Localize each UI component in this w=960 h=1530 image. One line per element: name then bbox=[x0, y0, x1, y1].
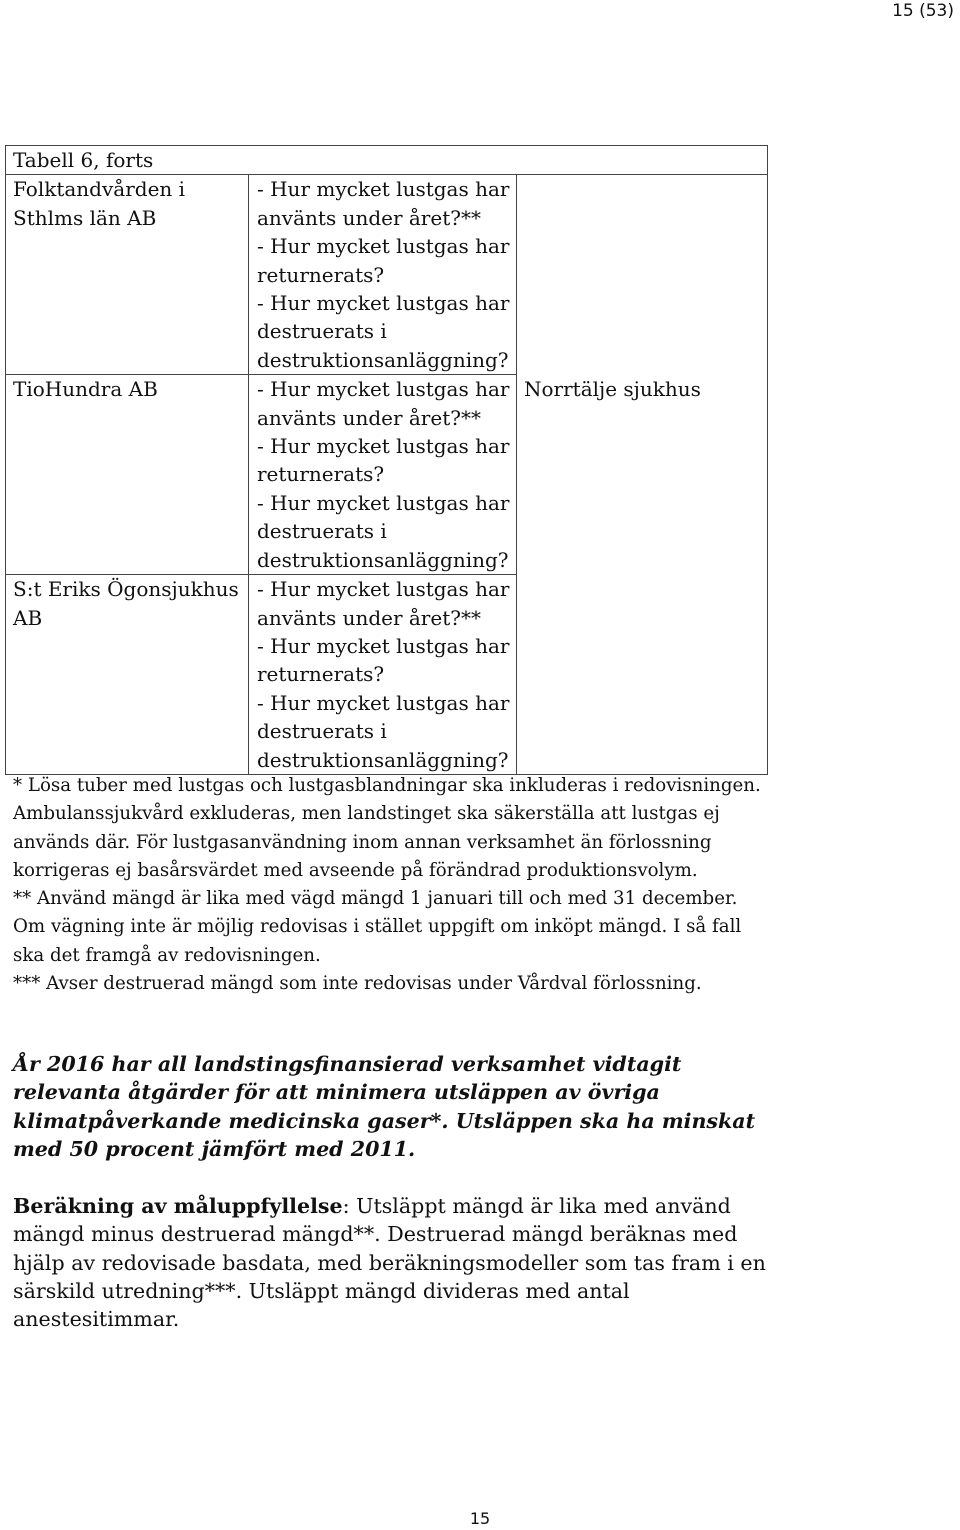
question-cell bbox=[249, 575, 517, 775]
unit-cell bbox=[517, 575, 768, 775]
table-row bbox=[6, 175, 768, 375]
question-cell bbox=[249, 175, 517, 375]
unit-cell bbox=[517, 175, 768, 375]
table-row bbox=[6, 575, 768, 775]
question-cell bbox=[249, 375, 517, 575]
table-title: Tabell 6, forts bbox=[6, 146, 768, 175]
question-destroyed: - Hur mycket lustgas har destruerats i destruktionsanläggning? bbox=[257, 690, 510, 772]
question-used: - Hur mycket lustgas har använts under året?** bbox=[257, 177, 510, 230]
footnote-3: *** Avser destruerad mängd som inte redovisas under Vårdval förlossning. bbox=[13, 973, 702, 995]
question-destroyed: - Hur mycket lustgas har destruerats i destruktionsanläggning? bbox=[257, 291, 510, 372]
footnotes bbox=[13, 772, 773, 998]
calculation-label: Beräkning av måluppfyllelse bbox=[13, 1194, 343, 1218]
question-returned: - Hur mycket lustgas har returnerats? bbox=[257, 633, 510, 687]
table-row bbox=[6, 375, 768, 575]
calculation-text: : Utsläppt mängd är lika med använd mängd minus destruerad mängd**. Destruerad mängd beräknas med hjälp av redovisade basdata, med beräkningsmodeller som tas fram i en särskild utredning***. Utsläppt mängd divideras med antal anestesitimmar. bbox=[13, 1194, 766, 1332]
calculation-paragraph bbox=[13, 1192, 773, 1333]
footnote-1: * Lösa tuber med lustgas och lustgasblandningar ska inkluderas i redovisningen. Ambulanssjukvård exkluderas, men landstinget ska säkerställa att lustgas ej används där. För lustgasanvändning inom annan verksamhet än förlossning korrigeras ej basårsvärdet med avseende på förändrad produktionsvolym. bbox=[13, 775, 761, 881]
page-indicator: 15 (53) bbox=[892, 1, 954, 21]
question-used: - Hur mycket lustgas har använts under året?** bbox=[257, 577, 510, 630]
org-name: S:t Eriks Ögonsjukhus AB bbox=[6, 575, 249, 775]
data-table bbox=[5, 145, 768, 775]
footnote-2: ** Använd mängd är lika med vägd mängd 1 januari till och med 31 december. Om vägning inte är möjlig redovisas i stället uppgift om inköpt mängd. I så fall ska det framgå av redovisningen. bbox=[13, 888, 742, 966]
question-returned: - Hur mycket lustgas har returnerats? bbox=[257, 434, 510, 487]
question-destroyed: - Hur mycket lustgas har destruerats i destruktionsanläggning? bbox=[257, 490, 510, 572]
unit-cell: Norrtälje sjukhus bbox=[517, 375, 768, 575]
question-returned: - Hur mycket lustgas har returnerats? bbox=[257, 234, 510, 287]
question-used: - Hur mycket lustgas har använts under året?** bbox=[257, 377, 510, 430]
org-name: Folktandvården i Sthlms län AB bbox=[6, 175, 249, 375]
page-number: 15 bbox=[469, 1509, 491, 1528]
org-name: TioHundra AB bbox=[6, 375, 249, 575]
goal-statement: År 2016 har all landstingsfinansierad verksamhet vidtagit relevanta åtgärder för att minimera utsläppen av övriga klimatpåverkande medicinska gaser*. Utsläppen ska ha minskat med 50 procent jämfört med 2011. bbox=[13, 1052, 756, 1161]
table-title-row bbox=[6, 146, 768, 175]
